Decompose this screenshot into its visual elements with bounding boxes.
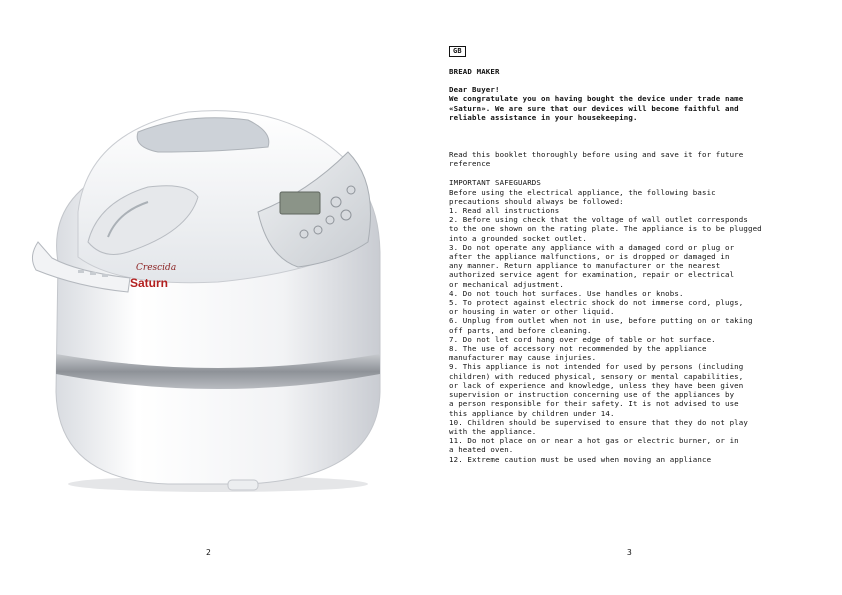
- safeguard-line: this appliance by children under 14.: [449, 408, 615, 418]
- text-line: Read this booklet thoroughly before using and save it for future: [449, 150, 744, 160]
- safeguard-line: 3. Do not operate any appliance with a damaged cord or plug or: [449, 242, 735, 252]
- safeguard-line: 12. Extreme caution must be used when moving an appliance: [449, 454, 712, 464]
- bread-maker-photo: [18, 92, 398, 502]
- text-line: «Saturn». We are sure that our devices will become faithful and: [449, 103, 739, 113]
- safeguard-line: Before using the electrical appliance, the following basic: [449, 187, 716, 197]
- safeguard-line: or lack of experience and knowledge, unless they have been given: [449, 380, 744, 390]
- safeguard-line: with the appliance.: [449, 426, 537, 436]
- safeguard-line: or housing in water or other liquid.: [449, 307, 615, 317]
- page-number-left: 2: [206, 548, 211, 557]
- text-line: reference: [449, 159, 491, 169]
- safeguard-line: 2. Before using check that the voltage of wall outlet corresponds: [449, 215, 748, 225]
- safeguards-list: [449, 188, 814, 464]
- text-line: reliable assistance in your housekeeping.: [449, 112, 638, 122]
- safeguard-line: 8. The use of accessory not recommended by the appliance: [449, 344, 707, 354]
- safeguard-line: 6. Unplug from outlet when not in use, before putting on or taking: [449, 316, 753, 326]
- text-line: We congratulate you on having bought the device under trade name: [449, 94, 744, 104]
- read-note-paragraph: [449, 150, 814, 168]
- safeguard-line: precautions should always be followed:: [449, 196, 624, 206]
- safeguard-line: or mechanical adjustment.: [449, 279, 564, 289]
- congratulation-paragraph: [449, 94, 814, 122]
- language-badge: GB: [449, 46, 466, 57]
- safeguard-line: after the appliance malfunctions, or is dropped or damaged in: [449, 252, 730, 262]
- safeguard-line: supervision or instruction concerning use of the appliances by: [449, 390, 735, 400]
- safeguard-line: any manner. Return appliance to manufacturer or the nearest: [449, 261, 721, 271]
- text-column: [449, 46, 814, 464]
- safeguard-line: a person responsible for their safety. It is not advised to use: [449, 399, 739, 409]
- safeguard-line: into a grounded socket outlet.: [449, 233, 587, 243]
- safeguard-line: off parts, and before cleaning.: [449, 325, 592, 335]
- safeguard-line: 7. Do not let cord hang over edge of table or hot surface.: [449, 334, 716, 344]
- document-title: BREAD MAKER: [449, 67, 500, 76]
- safeguards-heading: IMPORTANT SAFEGUARDS: [449, 178, 541, 188]
- safeguard-line: 10. Children should be supervised to ensure that they do not play: [449, 417, 748, 427]
- safeguard-line: 9. This appliance is not intended for used by persons (including: [449, 362, 744, 372]
- safeguard-line: manufacturer may cause injuries.: [449, 353, 597, 363]
- brand-label: Saturn: [130, 276, 169, 290]
- safeguard-line: a heated oven.: [449, 445, 514, 455]
- page-number-right: 3: [627, 548, 632, 557]
- safeguard-line: 5. To protect against electric shock do not immerse cord, plugs,: [449, 298, 744, 308]
- safeguard-line: 4. Do not touch hot surfaces. Use handles or knobs.: [449, 288, 684, 298]
- safeguard-line: authorized service agent for examination, repair or electrical: [449, 270, 735, 280]
- safeguard-line: 11. Do not place on or near a hot gas or electric burner, or in: [449, 436, 739, 446]
- brand-script-label: Cresсida: [136, 263, 177, 273]
- right-page: [421, 0, 842, 595]
- safeguard-line: children) with reduced physical, sensory or mental capabilities,: [449, 371, 744, 381]
- greeting: Dear Buyer!: [449, 85, 500, 95]
- safeguard-line: to the one shown on the rating plate. The appliance is to be plugged: [449, 224, 762, 234]
- safeguard-line: 1. Read all instructions: [449, 206, 560, 216]
